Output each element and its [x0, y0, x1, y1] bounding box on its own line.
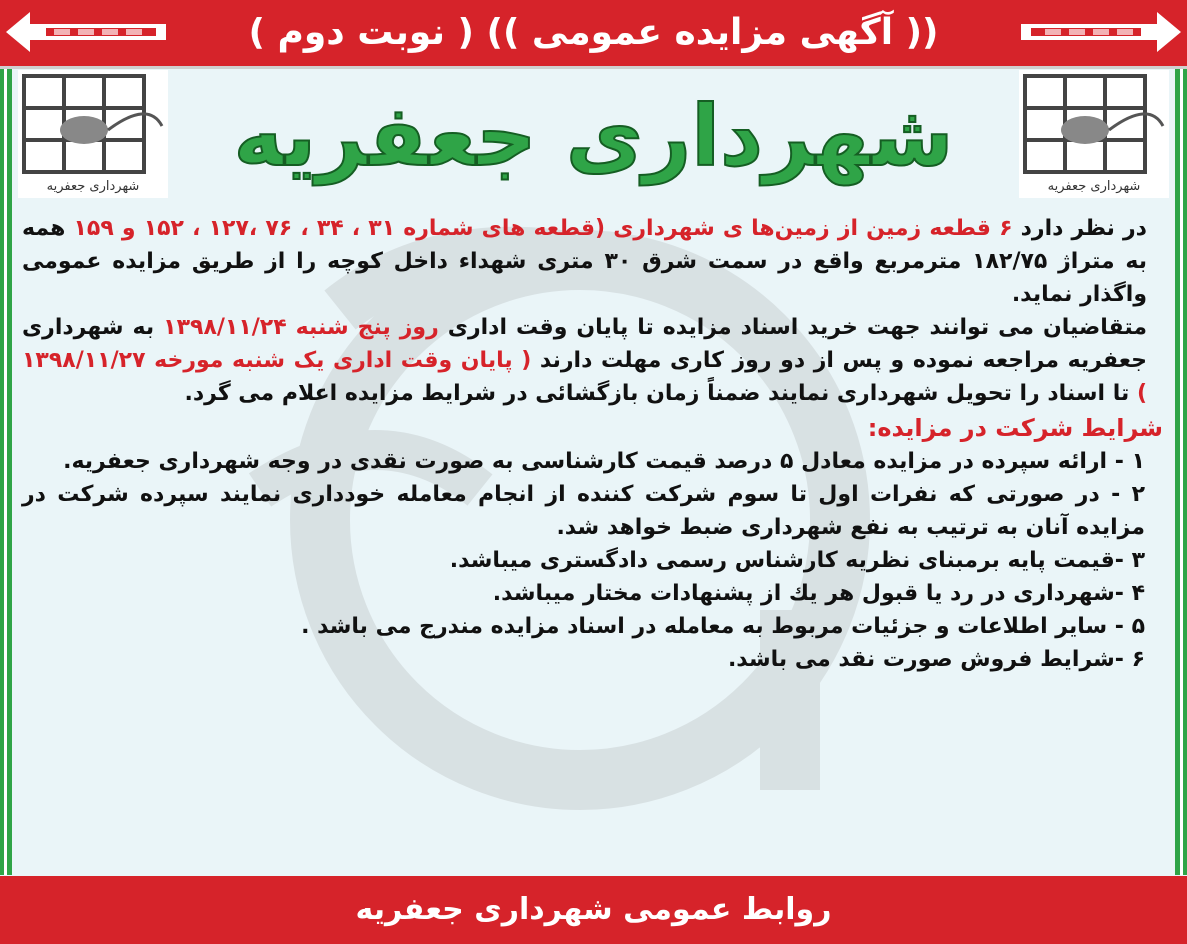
- arrow-right-icon: [1021, 8, 1181, 56]
- logo-emblem-icon: [18, 70, 168, 180]
- logo-caption: شهرداری جعفریه: [46, 179, 140, 194]
- footer-bar: [0, 876, 1187, 944]
- header-title: (( آگهی مزایده عمومی )) ( نوبت دوم ): [248, 12, 939, 53]
- deadline-mid: به شهرداری جعفریه مراجعه نموده و پس از دو روز کاری مهلت دارند: [22, 315, 1147, 373]
- right-border: [1175, 69, 1187, 875]
- footer-label: روابط عمومی شهرداری جعفریه: [355, 892, 832, 927]
- condition-item: ۶ -شرایط فروش صورت نقد می باشد.: [727, 647, 1145, 672]
- condition-item: ۲ - در صورتی که نفرات اول تا سوم شرکت کننده از انجام معامله خودداری نمایند سپرده شرکت در مزایده آنان به ترتیب به نفع شهرداری ضبط خواهد شد.: [22, 482, 1145, 540]
- arrow-left-icon: [6, 8, 166, 56]
- left-border: [0, 69, 12, 875]
- logo-caption: شهرداری جعفریه: [1047, 179, 1141, 194]
- conditions-heading: شرایط شرکت در مزایده:: [867, 414, 1163, 442]
- municipality-name: شهرداری جعفریه: [233, 87, 954, 185]
- condition-item: ۱ - ارائه سپرده در مزایده معادل ۵ درصد قیمت کارشناسی به صورت نقدی در وجه شهرداری جعفریه.: [63, 449, 1145, 474]
- condition-item: ۴ -شهرداری در رد یا قبول هر یك از پشنهادات مختار میباشد.: [492, 581, 1145, 606]
- logo-emblem-icon: [1019, 70, 1169, 180]
- deadline-date2: ( پایان وقت اداری یک شنبه مورخه ۱۳۹۸/۱۱/۲۷ ): [22, 348, 1147, 406]
- paragraph-intro: [22, 212, 1163, 311]
- condition-item: ۵ - سایر اطلاعات و جزئیات مربوط به معامله در اسناد مزایده مندرج می باشد .: [301, 614, 1145, 639]
- municipality-logo-left: [18, 70, 168, 198]
- municipality-logo-right: [1019, 70, 1169, 198]
- header-divider: [0, 66, 1187, 69]
- intro-lead: در نظر دارد: [1020, 216, 1147, 241]
- deadline-tail: تا اسناد را تحویل شهرداری نمایند ضمناً زمان بازگشائی در شرایط مزایده اعلام می گرد.: [184, 381, 1130, 406]
- deadline-date1: روز پنج شنبه ۱۳۹۸/۱۱/۲۴: [163, 315, 439, 340]
- header-bar: [0, 0, 1187, 69]
- intro-lots: ۶ قطعه زمین از زمین‌ها ی شهرداری (قطعه های شماره ۳۱ ، ۳۴ ، ۷۶ ،۱۲۷ ، ۱۵۲ و ۱۵۹: [73, 216, 1013, 241]
- intro-details: همه به متراژ ۱۸۲/۷۵ مترمربع واقع در سمت شرق ۳۰ متری شهداء داخل کوچه را از طریق مزایده عمومی واگذار نماید.: [22, 216, 1148, 307]
- advertisement-body: [22, 212, 1163, 676]
- condition-item: ۳ -قیمت پایه برمبنای نظریه کارشناس رسمی دادگستری میباشد.: [449, 548, 1145, 573]
- paragraph-deadline: [22, 311, 1163, 410]
- deadline-lead: متقاضیان می توانند جهت خرید اسناد مزایده تا پایان وقت اداری: [447, 315, 1147, 340]
